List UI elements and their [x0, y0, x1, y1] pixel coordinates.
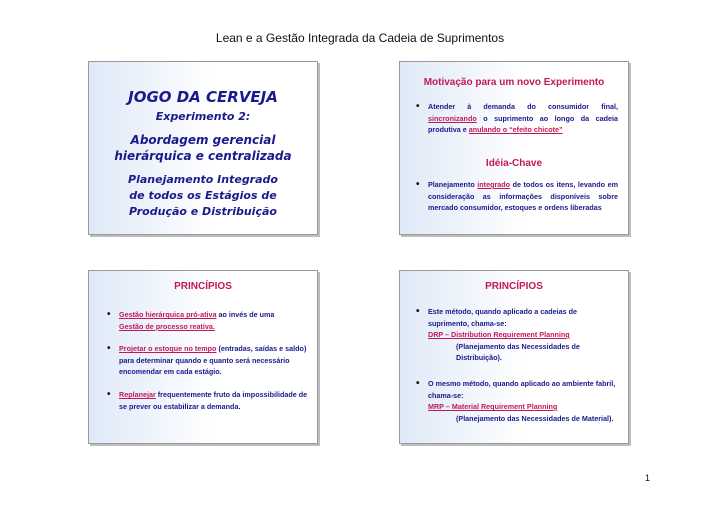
- bullet-icon: •: [416, 101, 420, 112]
- bullet-item: • Gestão hierárquica pró-ativa ao invés de uma Gestão de processo reativa.: [107, 309, 275, 331]
- slide-approach: [89, 132, 317, 164]
- bullet-icon: •: [416, 179, 420, 190]
- slide-jogo-da-cerveja: [88, 61, 318, 235]
- page-number: 1: [644, 473, 650, 483]
- slide-title: JOGO DA CERVEJA: [128, 88, 278, 106]
- bullet-item: • O mesmo método, quando aplicado ao ambiente fabril, chama-se: MRP – Material Requirement Planning (Planejamento das Necessidades de Material).: [416, 378, 616, 423]
- slide-subheading: Idéia-Chave: [485, 158, 543, 169]
- bullet-item: • Este método, quando aplicado a cadeias de suprimento, chama-se: DRP – Distribution Requirement Planning (Planejamento das Necessidades de Distribuição).: [416, 306, 580, 362]
- slide-principios-2: [399, 270, 629, 444]
- slide-heading: Motivação para um novo Experimento: [423, 77, 605, 88]
- bullet-item: • Replanejar frequentemente fruto da impossibilidade de se prever ou estabilizar a demanda.: [107, 389, 308, 411]
- document-header: Lean e a Gestão Integrada da Cadeia de Suprimentos: [215, 31, 505, 45]
- slide-subtitle: Experimento 2:: [155, 110, 251, 123]
- planning-line-2: de todos os Estágios de: [129, 189, 277, 202]
- planning-line-1: Planejamento Integrado: [128, 173, 278, 186]
- bullet-item: • Atender à demanda do consumidor final, sincronizando o suprimento ao longo da cadeia produtiva e anulando o “efeito chicote”: [416, 101, 618, 134]
- slide-heading: PRINCÍPIOS: [174, 281, 232, 292]
- bullet-icon: •: [416, 306, 420, 317]
- bullet-icon: •: [107, 389, 111, 400]
- bullet-icon: •: [416, 378, 420, 389]
- bullet-icon: •: [107, 309, 111, 320]
- slide-motivacao: [399, 61, 629, 235]
- bullet-icon: •: [107, 343, 111, 354]
- approach-line-1: Abordagem gerencial: [130, 133, 276, 147]
- slide-planning: [89, 172, 317, 220]
- slide-heading: PRINCÍPIOS: [485, 281, 543, 292]
- bullet-item: • Projetar o estoque no tempo (entradas, saídas e saldo) para determinar quando e quanto será necessário encomendar em cada estágio.: [107, 343, 307, 376]
- slide-principios-1: [88, 270, 318, 444]
- approach-line-2: hierárquica e centralizada: [114, 149, 292, 163]
- bullet-item: • Planejamento integrado de todos os itens, levando em consideração as informações disponíveis sobre mercado consumidor, estoques e ordens liberadas: [416, 179, 619, 212]
- planning-line-3: Produção e Distribuição: [129, 205, 277, 218]
